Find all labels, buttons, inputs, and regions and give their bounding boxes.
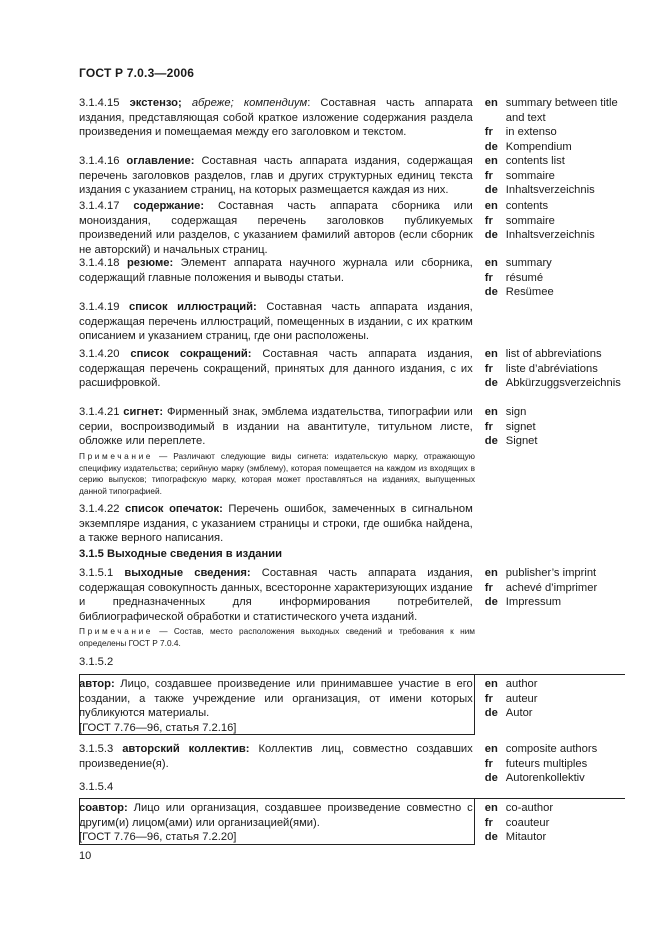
section-title: 3.1.5 Выходные сведения в издании xyxy=(79,548,283,560)
note-label: Примечание xyxy=(79,626,154,636)
entry-number: 3.1.4.22 xyxy=(79,503,120,515)
lang-code: de xyxy=(484,435,498,447)
entry-definition xyxy=(79,405,473,449)
translation-row xyxy=(485,347,624,362)
lang-code: fr xyxy=(484,816,493,829)
lang-term: Inhaltsverzeichnis xyxy=(505,184,595,196)
term-entry xyxy=(79,96,624,154)
lang-term: Signet xyxy=(505,435,538,447)
note-text: — Различают следующие виды сигнета: издательскую марку, отражающую специфику издательства; серийную марку (эмблему), которая помещается на каждом из входящих в серию выпусков; типографскую марку, которая может проставляться на изданиях, выпущенных данной типографией. xyxy=(79,451,475,496)
entry-text: Составная часть аппарата сборника или моноиздания, содержащая перечень заголовков публикуемых произведений или разделов, с указанием фамилий авторов (если сборник не авторский) и начальных страниц. xyxy=(79,200,473,256)
lang-code: en xyxy=(484,406,498,418)
translations xyxy=(485,801,624,845)
lang-term: Abkürzuggsverzeichnis xyxy=(505,377,621,389)
translation-row xyxy=(485,405,624,420)
lang-code: fr xyxy=(484,420,493,433)
translation-row xyxy=(485,677,624,692)
translation-row xyxy=(485,692,624,707)
entry-definition xyxy=(79,199,473,257)
definition-box-frame xyxy=(79,798,475,845)
lang-term: co-author xyxy=(505,802,554,814)
lang-code: en xyxy=(484,567,498,579)
entry-term: резюме: xyxy=(126,257,174,269)
lang-term: signet xyxy=(505,420,536,433)
translations xyxy=(485,154,624,198)
term-entry xyxy=(79,347,624,391)
translation-row xyxy=(485,595,624,610)
entry-term: список сокращений: xyxy=(130,348,252,360)
translation-row xyxy=(485,183,624,198)
entry-text: Элемент аппарата научного журнала или сборника, содержащий главные положения и выводы статьи. xyxy=(79,257,473,284)
translation-row xyxy=(485,771,624,786)
lang-code: de xyxy=(484,229,498,241)
entry-text: Составная часть аппарата издания, содержащая перечень сокращений, принятых для данного издания, с их расшифровкой. xyxy=(79,348,473,389)
term-entry xyxy=(79,405,624,449)
lang-code: en xyxy=(484,257,498,269)
entry-definition xyxy=(79,96,473,154)
entry-number: 3.1.5.4 xyxy=(79,781,114,793)
lang-code: fr xyxy=(484,126,493,138)
entry-term: выходные сведения: xyxy=(124,567,251,579)
lang-code: en xyxy=(484,155,498,167)
lang-code: de xyxy=(484,831,498,843)
term-entry xyxy=(79,566,624,624)
translations xyxy=(485,742,624,786)
lang-term: publisher’s imprint xyxy=(505,567,597,579)
entry-term: автор: xyxy=(79,678,115,690)
term-entry xyxy=(79,742,624,786)
translations xyxy=(485,300,624,344)
translation-row xyxy=(485,420,624,435)
entry-text: Лицо или организация, создавшее произведение совместно с другим(и) лицом(ами) или организацией(ями). xyxy=(79,802,473,829)
lang-code: fr xyxy=(484,214,493,227)
entry-text: Составная часть аппарата издания, содержащая перечень заголовков разделов, глав и других структурных единиц текста издания с указанием страниц, на которых размещается каждая из них. xyxy=(79,155,473,196)
lang-term: contents list xyxy=(505,155,565,167)
entry-text: : Составная часть аппарата издания, представляющая собой краткое изложение содержания раздела произведения и помещаемая между его заголовком и текстом. xyxy=(79,97,473,138)
lang-code: en xyxy=(484,200,498,212)
lang-term: composite authors xyxy=(505,743,598,755)
entry-text: Фирменный знак, эмблема издательства, типографии или серии, воспроизводимый в издании на авантитуле, титульном листе, обложке или переплете. xyxy=(79,406,473,447)
entry-definition xyxy=(79,742,473,786)
entry-number: 3.1.4.17 xyxy=(79,200,120,212)
entry-number: 3.1.4.15 xyxy=(79,97,120,109)
lang-code: en xyxy=(484,348,498,360)
entry-definition xyxy=(79,300,473,344)
lang-term: liste d’abréviations xyxy=(505,362,598,375)
translation-row xyxy=(485,757,624,772)
entry-text: Составная часть аппарата издания, содержащая совокупность данных, всесторонне характеризующих издание и предназначенных для информирования потребителей, библиографической обработки и статистического учета изданий. xyxy=(79,567,473,623)
entry-text: Лицо, создавшее произведение или принимавшее участие в его создании, а также учреждение или организация, от имени которых публикуются материалы. xyxy=(79,678,473,719)
note-imprint xyxy=(79,626,475,649)
translation-row xyxy=(485,581,624,596)
entry-term: авторский коллектив: xyxy=(122,743,250,755)
lang-term: Autorenkollektiv xyxy=(505,772,585,784)
lang-term: Impressum xyxy=(505,596,562,608)
translation-row xyxy=(485,434,624,449)
translation-row xyxy=(485,214,624,229)
lang-code: fr xyxy=(484,581,493,594)
document-header: ГОСТ Р 7.0.3—2006 xyxy=(79,66,195,80)
entry-text: Перечень ошибок, замеченных в сигнальном экземпляре издания, с указанием страницы и строки, где ошибка найдена, а также верного написания. xyxy=(79,503,473,544)
lang-term: Autor xyxy=(505,707,533,719)
entry-term: список иллюстраций: xyxy=(129,301,257,313)
lang-term: auteur xyxy=(505,692,538,705)
term-entry xyxy=(79,199,624,257)
lang-term: résumé xyxy=(505,271,544,284)
lang-code: fr xyxy=(484,757,493,770)
entry-term: оглавление: xyxy=(126,155,195,167)
entry-number: 3.1.5.1 xyxy=(79,567,114,579)
lang-term: sommaire xyxy=(505,169,555,182)
entry-number: 3.1.5.2 xyxy=(79,656,114,668)
entry-number: 3.1.4.19 xyxy=(79,301,120,313)
lang-term: Mitautor xyxy=(505,831,547,843)
translations xyxy=(485,566,624,624)
lang-term: coauteur xyxy=(505,816,550,829)
entry-number: 3.1.4.20 xyxy=(79,348,120,360)
lang-code: fr xyxy=(484,692,493,705)
entry-reference: [ГОСТ 7.76—96, статья 7.2.20] xyxy=(79,831,237,843)
lang-code: fr xyxy=(484,169,493,182)
lang-term: futeurs multiples xyxy=(505,757,588,770)
translations xyxy=(485,96,624,154)
page-number: 10 xyxy=(79,850,92,862)
lang-code: de xyxy=(484,286,498,298)
note-label: Примечание xyxy=(79,451,154,461)
lang-code: de xyxy=(484,377,498,389)
translation-row xyxy=(485,140,624,155)
entry-number: 3.1.4.21 xyxy=(79,406,120,418)
translation-row xyxy=(485,285,624,300)
definition-box-frame xyxy=(79,674,475,735)
term-entry xyxy=(79,300,624,344)
lang-code: en xyxy=(484,802,498,814)
lang-term: sommaire xyxy=(505,214,555,227)
translation-row xyxy=(485,228,624,243)
lang-code: en xyxy=(484,743,498,755)
lang-term: Inhaltsverzeichnis xyxy=(505,229,595,241)
lang-code: de xyxy=(484,184,498,196)
translation-row xyxy=(485,271,624,286)
entry-term: список опечаток: xyxy=(125,503,223,515)
translation-row xyxy=(485,199,624,214)
lang-code: de xyxy=(484,140,498,153)
entry-term: содержание: xyxy=(133,200,205,212)
entry-number: 3.1.4.16 xyxy=(79,155,120,167)
lang-term: achevé d’imprimer xyxy=(505,581,598,594)
entry-reference: [ГОСТ 7.76—96, статья 7.2.16] xyxy=(79,721,237,734)
translation-row xyxy=(485,125,624,140)
translation-row xyxy=(485,96,624,125)
entry-number: 3.1.4.18 xyxy=(79,257,120,269)
lang-term: Resümee xyxy=(505,286,554,298)
note-text: — Состав, место расположения выходных сведений и требования к ним определены ГОСТ Р 7.0.4. xyxy=(79,626,475,648)
lang-code: en xyxy=(484,97,498,109)
term-entry xyxy=(79,154,624,198)
entry-term: сигнет: xyxy=(123,406,164,418)
lang-term: sign xyxy=(505,406,527,418)
lang-term: Kompendium xyxy=(505,140,572,153)
entry-text: Составная часть аппарата издания, содержащая перечень иллюстраций, помещенных в издании, с их кратким описанием и указанием страниц, где они расположены. xyxy=(79,301,473,342)
entry-definition xyxy=(79,502,473,546)
translation-row xyxy=(485,256,624,271)
note-signet xyxy=(79,451,475,497)
translation-row xyxy=(485,801,624,816)
translations xyxy=(485,199,624,257)
translation-row xyxy=(485,376,624,391)
lang-term: list of abbreviations xyxy=(505,348,602,360)
lang-code: de xyxy=(484,596,498,608)
entry-term: соавтор: xyxy=(79,802,128,814)
lang-term: contents xyxy=(505,200,549,212)
lang-term: summary xyxy=(505,257,552,269)
lang-term: summary between title and text xyxy=(505,97,618,124)
lang-code: fr xyxy=(484,362,493,375)
translations xyxy=(485,677,624,735)
entry-synonyms: абреже; компендиум xyxy=(181,97,308,109)
translation-row xyxy=(485,362,624,377)
lang-term: author xyxy=(505,678,538,690)
translation-row xyxy=(485,816,624,831)
translation-row xyxy=(485,169,624,184)
term-entry xyxy=(79,256,624,300)
lang-code: de xyxy=(484,707,498,719)
translations xyxy=(485,502,624,546)
entry-definition xyxy=(79,566,473,624)
translations xyxy=(485,405,624,449)
lang-term: in extenso xyxy=(505,126,557,138)
entry-number: 3.1.5.3 xyxy=(79,743,114,755)
translation-row xyxy=(485,706,624,721)
entry-term: экстензо; xyxy=(129,97,182,109)
translations xyxy=(485,347,624,391)
entry-text: Коллектив лиц, совместно создавших произведение(я). xyxy=(79,743,473,770)
translations xyxy=(485,256,624,300)
translation-row xyxy=(485,154,624,169)
entry-definition xyxy=(79,256,473,300)
translation-row xyxy=(485,566,624,581)
lang-code: de xyxy=(484,772,498,784)
translation-row xyxy=(485,742,624,757)
term-entry xyxy=(79,502,624,546)
entry-definition xyxy=(79,347,473,391)
entry-definition xyxy=(79,154,473,198)
translation-row xyxy=(485,830,624,845)
lang-code: fr xyxy=(484,271,493,284)
lang-code: en xyxy=(484,678,498,690)
